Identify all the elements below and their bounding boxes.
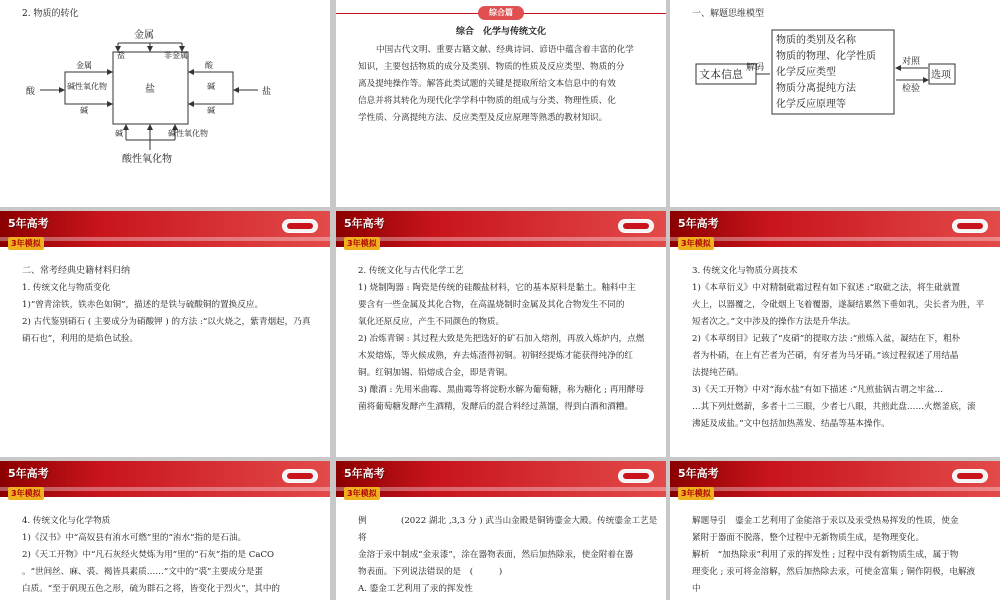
section-badge: 综合篇 — [478, 6, 524, 20]
slide-separation[interactable] — [670, 211, 1000, 457]
label-acid-right-top: 酸 — [205, 61, 213, 70]
content-lines: 1)《本草衍义》中对精制砒霜过程有如下叙述 :“取砒之法，将生砒就置 火上，以器覆之，令砒烟上飞着覆器，遂凝结累然下垂如乳，尖长者为胜，平 短者次之。”文中涉及的操作方法是升华法。 2)《本草纲目》记载了“皮硝”的提取方法 :“煎炼入盆，凝结在下，粗朴 者为朴硝，在上有芒者为芒硝，有牙者为马牙硝。”该过程叙述了用结晶 法提纯芒硝。 3)《天工开物》中对“海水盐”有如下描述 :“凡煎盐锅古谓之牢盆… …其下列灶燃薪，多者十二三眼，少者七八眼，共煎此盘……火燃釜底，滚 沸延及成盐。”文中包括加热蒸发、结晶等基本操作。 — [692, 283, 985, 429]
slide-header — [670, 461, 1000, 497]
slide-header — [0, 211, 330, 247]
content-lines: 解题导引 鎏金工艺利用了金能溶于汞以及汞受热易挥发的性质，使金 紧附于器面不脱落，整个过程中无新物质生成，是物理变化。 解析 “加热除汞”利用了汞的挥发性 ; 过程中没有新物质生成，属于物 理变化 ; 汞可将金溶解，然后加热除去汞，可使金富集 ; 铜作阴极，电解液 中 — [692, 516, 976, 594]
slide-header — [336, 211, 666, 247]
mini-badge — [618, 469, 654, 483]
overview-heading: 综合 化学与传统文化 — [455, 27, 546, 37]
logo: 5年高考 3年模拟 — [344, 217, 385, 248]
label-base-right-bottom: 碱 — [207, 106, 215, 115]
logo: 5年高考 3年模拟 — [678, 467, 719, 498]
knowledge-item-3: 化学反应类型 — [776, 67, 836, 78]
label-acid-left: 酸 — [26, 87, 36, 97]
section-title: 3. 传统文化与物质分离技术 — [692, 266, 798, 276]
content-lines: 1) 烧制陶器 : 陶瓷是传统的硅酸盐材料，它的基本原料是黏土。釉料中主 要含有一些金属及其化合物，在高温烧制时金属及其化合物发生不同的 氧化还原反应，产生不同颜色的物质。 2) 冶炼青铜 : 其过程大致是先把选好的矿石加入熔剂，再放入炼炉内，点燃 木炭熔炼，等火候成熟，弃去炼渣得初铜。初铜经提炼才能获得纯净的红 铜。红铜加锡、铅熔成合金，即是青铜。 3) 酿酒 : 先用米曲霉、黑曲霉等将淀粉水解为葡萄糖，称为糖化 ; 再用酵母 菌将葡萄糖发酵产生酒精，发酵后的混合料经过蒸馏，得到白酒和酒糟。 — [358, 283, 645, 412]
overview-body: 中国古代文明、重要古籍文献、经典诗词、谚语中蕴含着丰富的化学 知识，主要包括物质的成分及类别、物质的性质及反应类型、物质的分 离及提纯操作等。解答此类试题的关键是提取所给文本信息中的有效 信息并将其转化为现代化学学科中物质的组成与分类、物理性质、化 学性质、分离提纯方法、反应类型及反应原理等熟悉的教材知识。 — [358, 45, 634, 123]
slide-title: 一、解题思维模型 — [692, 9, 765, 19]
section-title: 二、常考经典史籍材料归纳 — [22, 266, 131, 276]
mini-badge — [282, 219, 318, 233]
check-label: 检验 — [902, 84, 921, 94]
label-base-bottom: 碱 — [115, 129, 123, 138]
slide-material-conversion[interactable] — [0, 0, 330, 207]
logo: 5年高考 3年模拟 — [678, 217, 719, 248]
label-salt-center: 盐 — [145, 84, 155, 95]
slide-header — [670, 211, 1000, 247]
slide-example[interactable] — [336, 461, 666, 600]
label-metal-top: 金属 — [134, 30, 154, 41]
knowledge-item-5: 化学反应原理等 — [776, 99, 846, 110]
label-metal-left: 金属 — [76, 61, 92, 70]
label-base-right: 碱 — [207, 82, 215, 91]
section-title: 4. 传统文化与化学物质 — [22, 516, 111, 526]
slide-header — [0, 461, 330, 497]
slide-chemical-substances[interactable] — [0, 461, 330, 600]
content-lines: 1)《汉书》中“高奴县有洧水可燃”里的“洧水”指的是石油。 2)《天工开物》中“凡石灰经火焚炼为用”里的“石灰”指的是 CaCO 。“世间丝、麻、裘、褐皆具素质……”文中的“裘”主要成分是蛋 白质。“至于矾现五色之形，硫为群石之将，皆变化于烈火”，其中的 — [22, 533, 281, 594]
label-acid-oxide: 酸性氧化物 — [122, 154, 172, 165]
contrast-label: 对照 — [902, 57, 921, 67]
slide-title: 2. 物质的转化 — [22, 9, 79, 19]
label-base-left-bottom: 碱 — [80, 106, 88, 115]
text-info-label: 文本信息 — [699, 68, 743, 81]
slide-ancient-craft[interactable] — [336, 211, 666, 457]
content-lines: 1)“曾青涂铁，铁赤色如铜”，描述的是铁与硫酸铜的置换反应。 2) 古代鉴别硝石 ( 主要成分为硝酸钾 ) 的方法 :“以火烧之，紫青烟起，乃真 硝石也”，利用的是焰色试验。 — [22, 300, 311, 344]
slide-overview[interactable] — [336, 0, 666, 207]
label-basic-oxide-left: 碱性氧化物 — [67, 82, 107, 91]
label-basic-oxide-bottom: 碱性氧化物 — [168, 129, 208, 138]
slide-thinking-model[interactable] — [670, 0, 1000, 207]
label-salt-top-left: 盐 — [117, 51, 125, 60]
slide-solution[interactable] — [670, 461, 1000, 600]
content-lines: 例 (2022 湖北 ,3,3 分 ) 武当山金殿是铜铸鎏金大殿。传统鎏金工艺是将 金溶于汞中制成“金汞漆”，涂在器物表面，然后加热除汞，使金附着在器 物表面。下列说法错误的是 ( ) A. 鎏金工艺利用了汞的挥发性 — [358, 516, 658, 594]
label-nonmetal: 非金属 — [164, 51, 188, 60]
knowledge-item-4: 物质分离提纯方法 — [776, 83, 856, 94]
mini-badge — [618, 219, 654, 233]
slide-header — [336, 461, 666, 497]
section-title: 2. 传统文化与古代化学工艺 — [358, 266, 464, 276]
label-salt-right: 盐 — [262, 87, 272, 97]
mini-badge — [282, 469, 318, 483]
thinking-model-diagram — [670, 0, 1000, 207]
logo: 5年高考 3年模拟 — [8, 467, 49, 498]
conversion-diagram — [0, 0, 330, 207]
slide-classic-texts[interactable] — [0, 211, 330, 457]
options-label: 选项 — [931, 70, 951, 81]
subsection-title: 1. 传统文化与物质变化 — [22, 283, 111, 293]
knowledge-item-2: 物质的物理、化学性质 — [776, 51, 876, 62]
mini-badge — [952, 219, 988, 233]
knowledge-item-1: 物质的类别及名称 — [776, 35, 856, 46]
decode-label: 解码 — [746, 63, 765, 73]
mini-badge — [952, 469, 988, 483]
logo: 5年高考 3年模拟 — [8, 217, 49, 248]
logo: 5年高考 3年模拟 — [344, 467, 385, 498]
